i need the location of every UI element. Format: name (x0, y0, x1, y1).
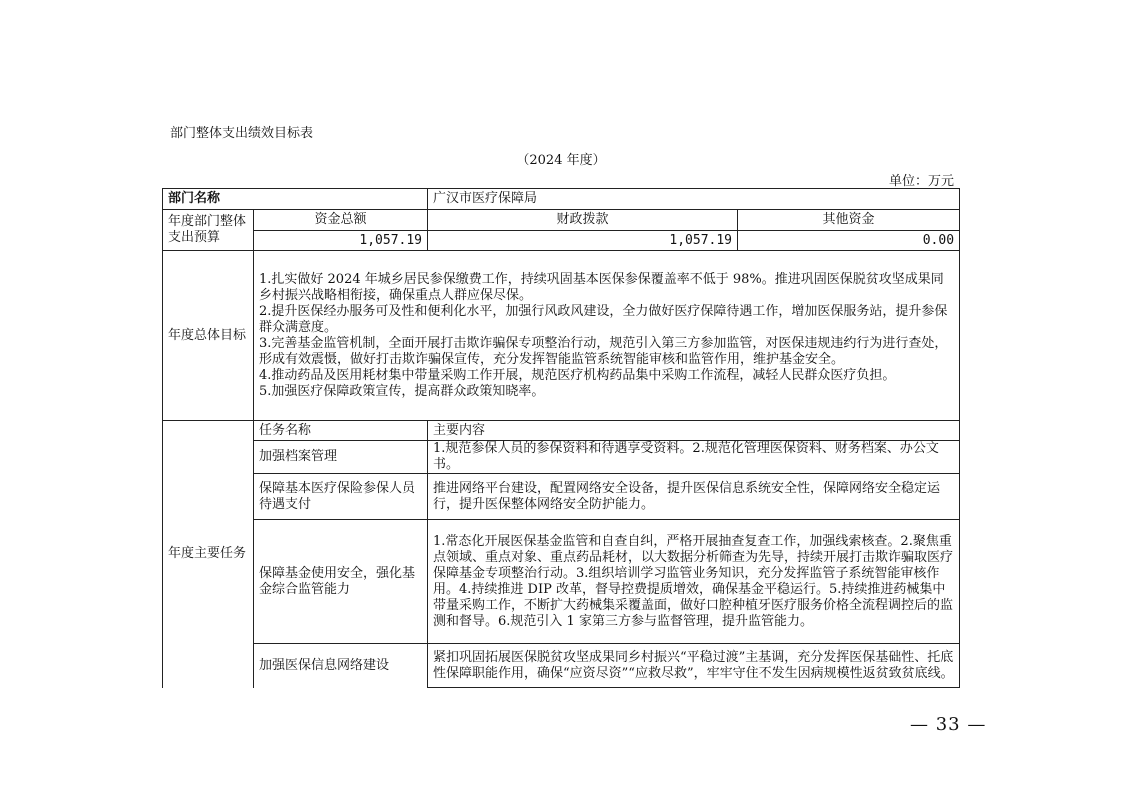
budget-value-other: 0.00 (738, 231, 960, 251)
budget-label: 年度部门整体支出预算 (163, 210, 254, 251)
task-content: 推进网络平台建设，配置网络安全设备，提升医保信息系统安全性，保障网络安全稳定运行，提升医保整体网络安全防护能力。 (428, 474, 960, 520)
goals-content (254, 251, 960, 421)
tasks-header-content: 主要内容 (428, 421, 960, 441)
budget-header-row (163, 210, 960, 231)
goal-item: 3.完善基金监管机制，全面开展打击欺诈骗保专项整治行动，规范引入第三方参加监管，对医保违规违约行为进行查处，形成有效震慑，做好打击欺诈骗保宣传，充分发挥智能监管系统智能审核和监管作用，维护基金安全。 (259, 335, 948, 367)
task-row (163, 644, 960, 688)
task-content: 1.规范参保人员的参保资料和待遇享受资料。2.规范化管理医保资料、财务档案、办公文书。 (428, 441, 960, 474)
goal-item: 5.加强医疗保障政策宣传，提高群众政策知晓率。 (259, 383, 545, 399)
task-name: 保障基本医疗保险参保人员待遇支付 (254, 474, 428, 520)
task-content: 1.常态化开展医保基金监管和自查自纠，严格开展抽查复查工作，加强线索核查。2.聚焦重点领域、重点对象、重点药品耗材，以大数据分析筛查为先导，持续开展打击欺诈骗取医疗保障基金专项整治行动。3.组织培训学习监管业务知识，充分发挥监管子系统智能审核作用。4.持续推进 DIP 改革，督导控费提质增效，确保基金平稳运行。5.持续推进药械集中带量采购工作，不断扩大药械集采覆盖面，做好口腔种植牙医疗服务价格全流程调控后的监测和督导。6.规范引入 1 家第三方参与监督管理，提升监管能力。 (428, 520, 960, 644)
goals-row (163, 251, 960, 421)
budget-header-other: 其他资金 (738, 210, 960, 231)
document-title: 部门整体支出绩效目标表 (170, 126, 314, 141)
task-name: 保障基金使用安全，强化基金综合监管能力 (254, 520, 428, 644)
goal-item: 2.提升医保经办服务可及性和便利化水平，加强行风政风建设，全力做好医疗保障待遇工作，增加医保服务站，提升参保群众满意度。 (259, 303, 948, 335)
year-subtitle: （2024 年度） (516, 153, 606, 168)
department-name: 广汉市医疗保障局 (428, 189, 960, 210)
budget-header-fiscal: 财政拨款 (428, 210, 738, 231)
unit-label: 单位：万元 (888, 174, 954, 189)
budget-value-row (163, 231, 960, 251)
task-name: 加强档案管理 (254, 441, 428, 474)
task-name: 加强医保信息网络建设 (254, 644, 428, 688)
task-row (163, 520, 960, 644)
page-number: — 33 — (910, 714, 987, 735)
goal-item: 1.扎实做好 2024 年城乡居民参保缴费工作，持续巩固基本医保参保覆盖率不低于 98%。推进巩固医保脱贫攻坚成果同乡村振兴战略相衔接，确保重点人群应保尽保。 (259, 271, 944, 303)
budget-value-fiscal: 1,057.19 (428, 231, 738, 251)
budget-header-total: 资金总额 (254, 210, 428, 231)
goal-item: 4.推动药品及医用耗材集中带量采购工作开展，规范医疗机构药品集中采购工作流程，减轻人民群众医疗负担。 (259, 367, 896, 383)
task-row (163, 441, 960, 474)
department-row (163, 189, 960, 210)
tasks-header-name: 任务名称 (254, 421, 428, 441)
department-label: 部门名称 (163, 189, 428, 210)
performance-target-table (162, 188, 960, 688)
task-row (163, 474, 960, 520)
budget-value-total: 1,057.19 (254, 231, 428, 251)
tasks-header-row (163, 421, 960, 441)
tasks-label: 年度主要任务 (163, 421, 254, 688)
goals-label: 年度总体目标 (163, 251, 254, 421)
task-content: 紧扣巩固拓展医保脱贫攻坚成果同乡村振兴“平稳过渡”主基调，充分发挥医保基础性、托底性保障职能作用，确保“应资尽资”“应救尽救”，牢牢守住不发生因病规模性返贫致贫底线。 (428, 644, 960, 688)
